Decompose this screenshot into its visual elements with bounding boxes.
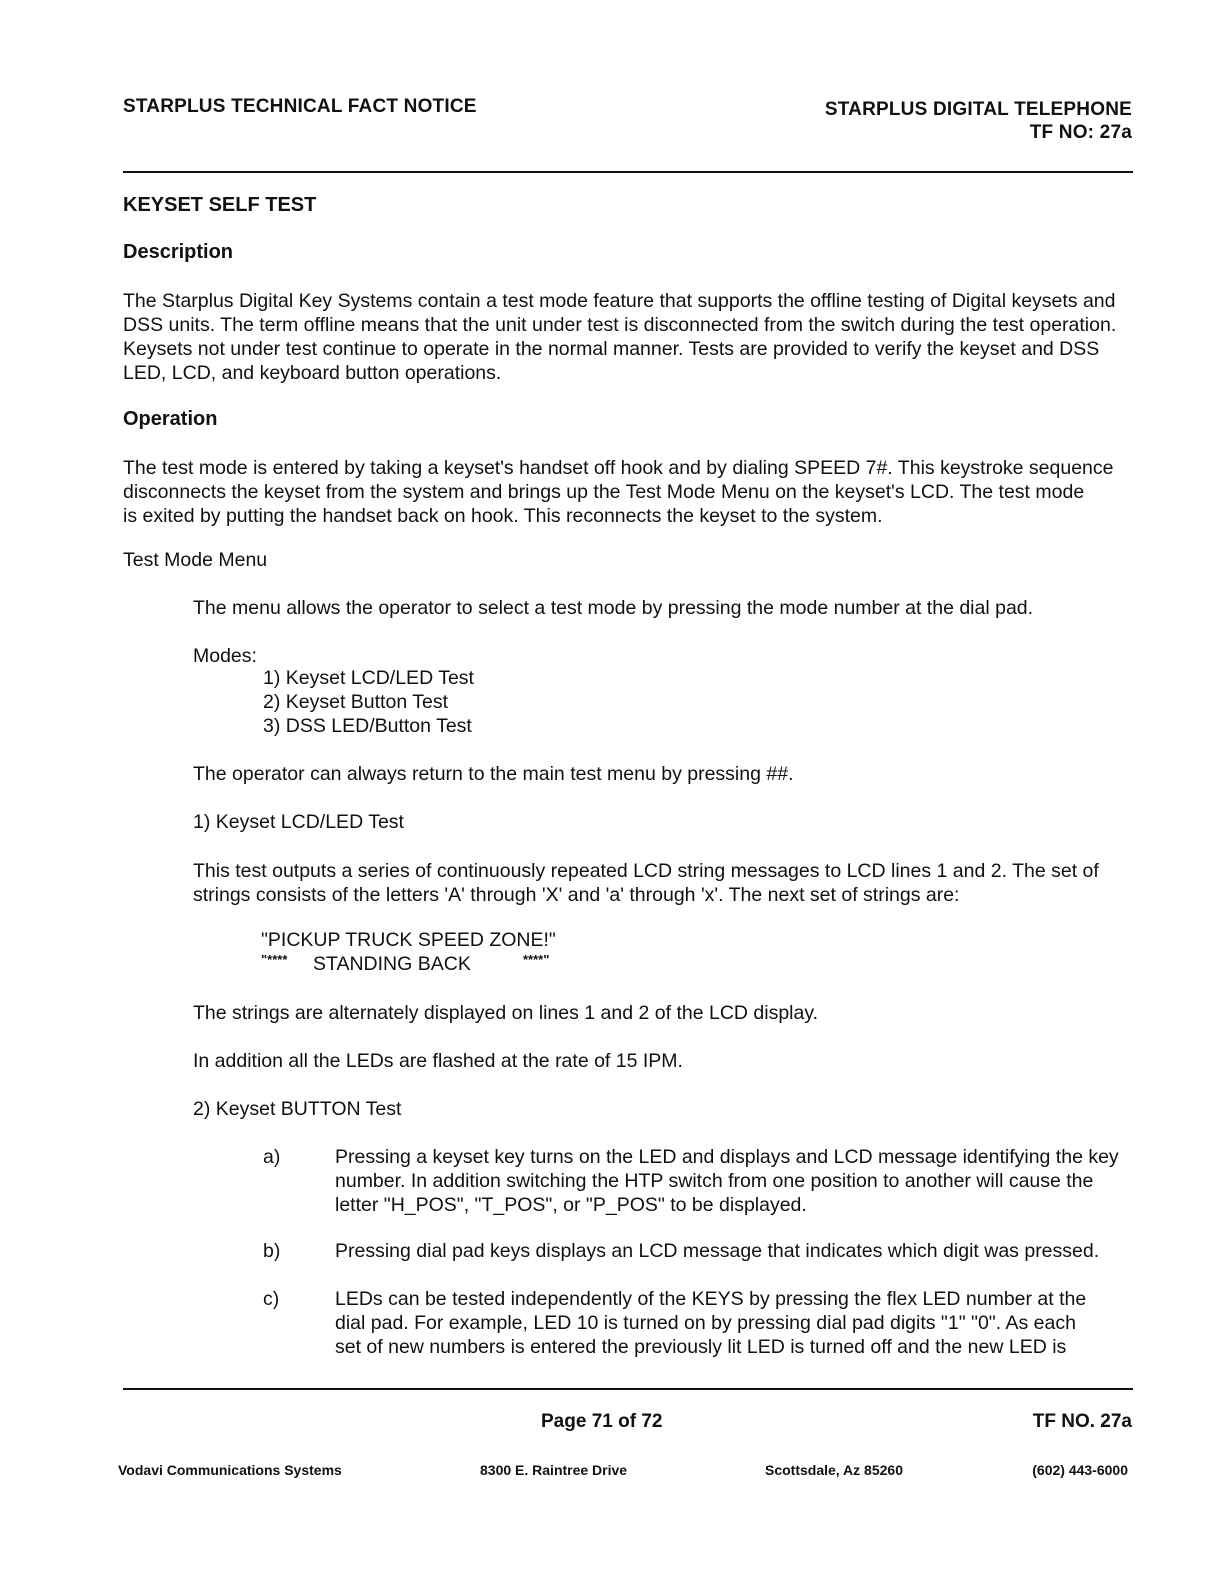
footer-address: 8300 E. Raintree Drive [480,1462,628,1478]
lcd-string-1: "PICKUP TRUCK SPEED ZONE!" [261,929,556,951]
paragraph-line: LED, LCD, and keyboard button operations. [123,362,502,384]
operation-heading: Operation [123,408,218,430]
button-test-heading: 2) Keyset BUTTON Test [193,1098,402,1120]
test-mode-menu-intro: The menu allows the operator to select a test mode by pressing the mode number at the dial pad. [193,597,1034,619]
footer-rule [123,1388,1133,1390]
item-line: Pressing dial pad keys displays an LCD message that indicates which digit was pressed. [335,1240,1100,1262]
button-test-item-b [263,1239,1133,1263]
item-label: a) [263,1146,281,1168]
button-test-item-a [263,1145,1133,1217]
item-line: Pressing a keyset key turns on the LED and displays and LCD message identifying the key [335,1146,1119,1168]
footer-company: Vodavi Communications Systems [118,1462,342,1478]
item-line: dial pad. For example, LED 10 is turned on by pressing dial pad digits "1" "0". As each [335,1312,1076,1334]
mode-item: 2) Keyset Button Test [263,691,448,713]
header-product: STARPLUS DIGITAL TELEPHONE [824,99,1132,120]
return-note: The operator can always return to the main test menu by pressing ##. [193,763,794,785]
paragraph-line: is exited by putting the handset back on hook. This reconnects the keyset to the system. [123,505,883,527]
lcd-string-2-text: STANDING BACK [313,953,471,975]
paragraph-line: disconnects the keyset from the system and brings up the Test Mode Menu on the keyset's LCD. The test mode [123,481,1085,503]
item-line: set of new numbers is entered the previously lit LED is turned off and the new LED is [335,1336,1067,1358]
lcd-led-test-paragraph [193,859,1133,907]
item-text [335,1145,1133,1217]
item-label: b) [263,1240,281,1262]
item-line: letter "H_POS", "T_POS", or "P_POS" to be displayed. [335,1194,807,1216]
footer-phone: (602) 443-6000 [1032,1462,1128,1478]
lcd-string-2-right: ****" [523,952,550,967]
header-tf-number: TF NO: 27a [1029,122,1132,143]
header-right-title [825,99,1132,144]
item-text [335,1287,1133,1359]
button-test-item-c [263,1287,1133,1359]
footer-tf-number: TF NO. 27a [1032,1411,1132,1432]
mode-item: 3) DSS LED/Button Test [263,715,472,737]
paragraph-line: strings consists of the letters 'A' through 'X' and 'a' through 'x'. The next set of strings are: [193,884,960,906]
paragraph-line: The Starplus Digital Key Systems contain a test mode feature that supports the offline testing of Digital keysets and [123,290,1116,312]
footer-city: Scottsdale, Az 85260 [765,1462,903,1478]
description-heading: Description [123,241,234,263]
operation-paragraph [123,456,1133,528]
paragraph-line: This test outputs a series of continuously repeated LCD string messages to LCD lines 1 and 2. The set of [193,860,1099,882]
lcd-string-2 [261,952,581,976]
led-flash-note: In addition all the LEDs are flashed at the rate of 15 IPM. [193,1050,683,1072]
mode-item: 1) Keyset LCD/LED Test [263,667,474,689]
item-line: number. In addition switching the HTP switch from one position to another will cause the [335,1170,1094,1192]
page-title: KEYSET SELF TEST [123,194,317,216]
lcd-string-2-left: "**** [261,952,288,967]
item-label: c) [263,1288,280,1310]
header-rule [123,171,1133,173]
lcd-led-test-heading: 1) Keyset LCD/LED Test [193,811,404,833]
modes-label: Modes: [193,645,257,667]
paragraph-line: Keysets not under test continue to operate in the normal manner. Tests are provided to verify the keyset and DSS [123,338,1100,360]
header-left-title: STARPLUS TECHNICAL FACT NOTICE [123,96,477,117]
page-number: Page 71 of 72 [541,1411,663,1432]
item-line: LEDs can be tested independently of the KEYS by pressing the flex LED number at the [335,1288,1087,1310]
modes-list [263,666,474,738]
item-text [335,1239,1133,1263]
test-mode-menu-heading: Test Mode Menu [123,549,268,571]
paragraph-line: DSS units. The term offline means that the unit under test is disconnected from the switch during the test operation. [123,314,1117,336]
alternate-note: The strings are alternately displayed on lines 1 and 2 of the LCD display. [193,1002,819,1024]
description-paragraph [123,289,1133,385]
paragraph-line: The test mode is entered by taking a keyset's handset off hook and by dialing SPEED 7#. This keystroke sequence [123,457,1114,479]
